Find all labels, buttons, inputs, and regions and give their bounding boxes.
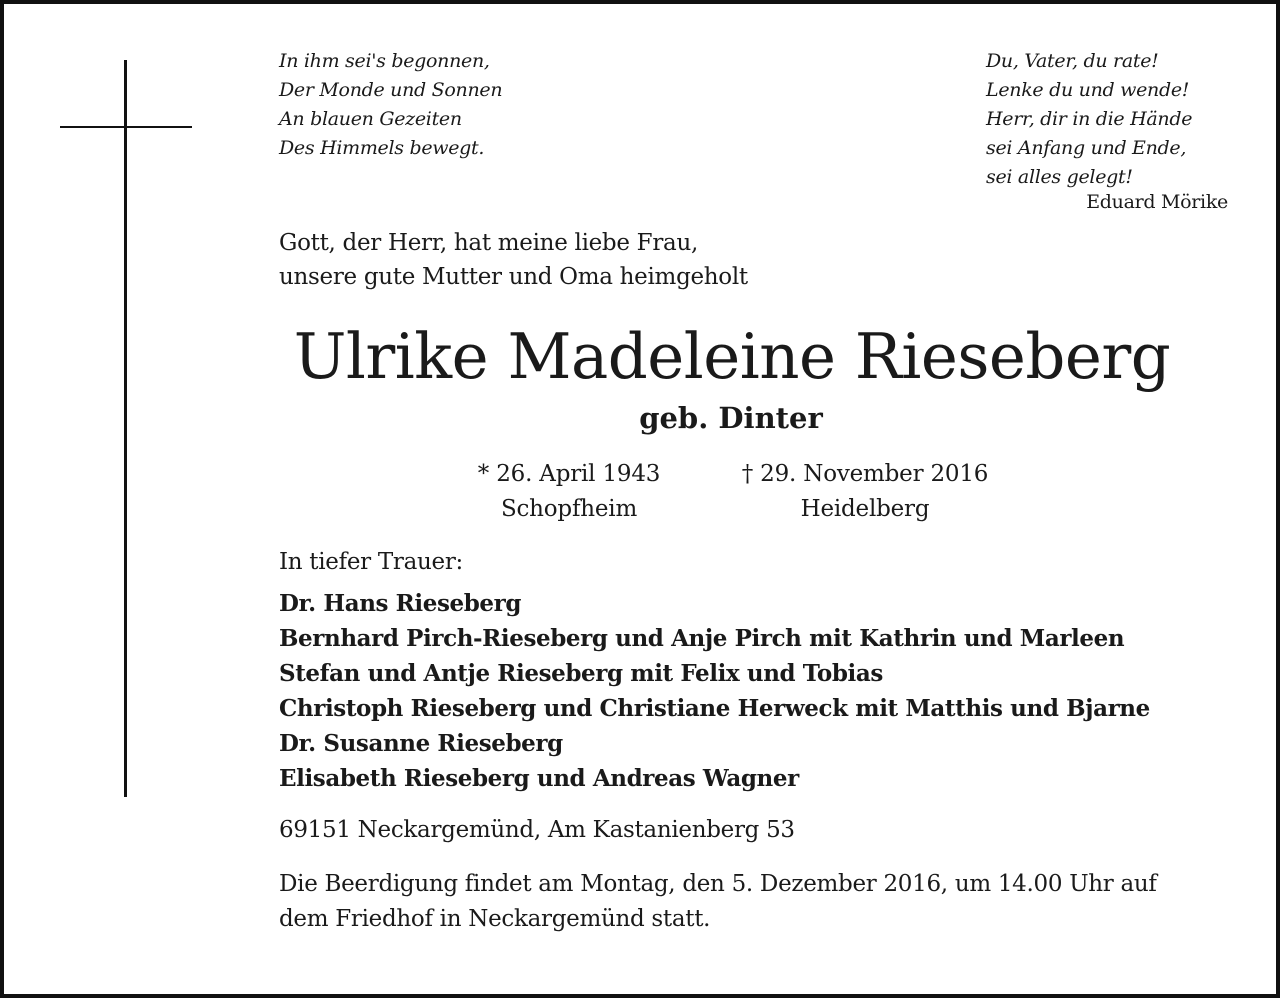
poem-line: sei Anfang und Ende,: [986, 137, 1187, 159]
cross-bar: [60, 126, 192, 128]
mourner-entry: Christoph Rieseberg und Christiane Herweck mit Matthis und Bjarne: [279, 695, 1150, 722]
birth-date: * 26. April 1943: [477, 461, 661, 487]
poem-line: sei alles gelegt!: [986, 166, 1133, 188]
poem-line: An blauen Gezeiten: [279, 108, 462, 130]
deceased-name-text: Ulrike Madeleine Rieseberg: [293, 320, 1171, 393]
birth-info: [460, 457, 678, 527]
intro-line: unsere gute Mutter und Oma heimgeholt: [279, 264, 748, 290]
maiden-name: geb. Dinter: [639, 401, 823, 435]
poem-right: [986, 47, 1192, 192]
mourner-entry: Stefan und Antje Rieseberg mit Felix und Tobias: [279, 660, 883, 687]
mourning-label: In tiefer Trauer:: [279, 549, 463, 575]
poem-line: Des Himmels bewegt.: [279, 137, 485, 159]
poem-left: [279, 47, 502, 163]
death-date: † 29. November 2016: [741, 461, 989, 487]
mourner-entry: Dr. Hans Rieseberg: [279, 590, 522, 617]
birth-place: Schopfheim: [500, 496, 638, 522]
poem-line: Lenke du und wende!: [986, 79, 1190, 101]
deceased-name: [0, 314, 1270, 399]
funeral-line: dem Friedhof in Neckargemünd statt.: [279, 906, 711, 932]
mourner-entry: Elisabeth Rieseberg und Andreas Wagner: [279, 765, 799, 792]
mourner-entry: Dr. Susanne Rieseberg: [279, 730, 563, 757]
intro-text: [279, 226, 748, 294]
funeral-notice: [279, 867, 1239, 937]
funeral-line: Die Beerdigung findet am Montag, den 5. Dezember 2016, um 14.00 Uhr auf: [279, 871, 1157, 897]
death-info: [720, 457, 1010, 527]
death-place: Heidelberg: [800, 496, 930, 522]
poem-line: In ihm sei's begonnen,: [279, 50, 490, 72]
mourner-entry: Bernhard Pirch-Rieseberg und Anje Pirch mit Kathrin und Marleen: [279, 625, 1125, 652]
mourners-list: [279, 586, 1150, 796]
poem-line: Du, Vater, du rate!: [986, 50, 1159, 72]
poem-author: Eduard Mörike: [1086, 191, 1228, 213]
intro-line: Gott, der Herr, hat meine liebe Frau,: [279, 230, 698, 256]
family-address: 69151 Neckargemünd, Am Kastanienberg 53: [279, 817, 795, 843]
poem-line: Herr, dir in die Hände: [986, 108, 1193, 130]
poem-line: Der Monde und Sonnen: [279, 79, 503, 101]
